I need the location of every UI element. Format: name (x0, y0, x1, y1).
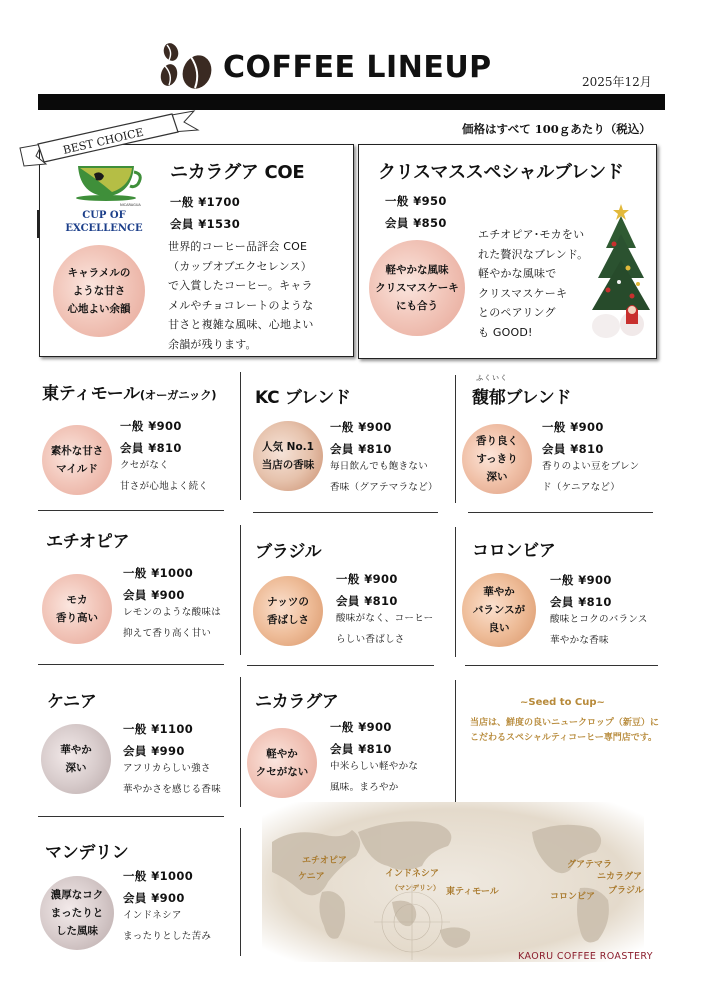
price-general: 一般 ¥900 (336, 572, 398, 586)
product-name: KC ブレンド (255, 388, 351, 408)
page-title: COFFEE LINEUP (223, 50, 492, 85)
product-name: エチオピア (46, 532, 130, 552)
price-member: 会員 ¥810 (336, 594, 398, 608)
price-general: 一般 ¥900 (550, 573, 612, 587)
flavor-badge: 軽やか クセがない (247, 728, 317, 798)
flavor-badge: 華やか 深い (41, 724, 111, 794)
divider (455, 680, 456, 808)
divider (247, 665, 434, 666)
price-member: 会員 ¥1530 (170, 217, 241, 231)
divider (240, 372, 241, 500)
price-member: 会員 ¥900 (123, 588, 185, 602)
price-general: 一般 ¥1100 (123, 722, 194, 736)
price-general: 一般 ¥900 (330, 720, 392, 734)
map-label-indonesia: インドネシア (385, 869, 439, 879)
map-label-brazil: ブラジル (608, 886, 644, 896)
price-member: 会員 ¥850 (385, 216, 447, 230)
christmas-tree-image (586, 198, 656, 348)
featured-description: 世界的コーヒー品評会 COE （カップオブエクセレンス） で入賞したコーヒー。キャラ メルやチョコレートのような 甘さと複雑な風味、心地よい 余韻が残ります。 (168, 240, 314, 351)
divider (37, 210, 39, 238)
product-name: コロンビア (472, 541, 556, 561)
ruby-reading: ふくいく (476, 374, 508, 382)
flavor-badge: モカ 香り高い (42, 574, 112, 644)
product-description: レモンのような酸味は 抑えて香り高く甘い (123, 607, 222, 639)
seed-to-cup-title: ~Seed to Cup~ (520, 697, 605, 708)
product-name: 馥郁ブレンド (472, 388, 572, 408)
flavor-badge: 濃厚なコク まったりと した風味 (40, 876, 114, 950)
divider (455, 527, 456, 657)
price-general: 一般 ¥900 (330, 420, 392, 434)
price-general: 一般 ¥1000 (123, 566, 194, 580)
world-map-image (262, 802, 644, 962)
featured-name: ニカラグア COE (170, 162, 305, 183)
map-label-nicaragua: ニカラグア (597, 872, 643, 882)
flavor-badge: 軽やかな風味 クリスマスケーキ にも合う (369, 240, 465, 336)
flavor-badge: 香り良く すっきり 深い (462, 424, 532, 494)
product-description: 酸味とコクのバランス 華やかな香味 (550, 614, 648, 646)
flavor-badge: 素朴な甘さ マイルド (42, 425, 112, 495)
price-general: 一般 ¥900 (120, 419, 182, 433)
price-member: 会員 ¥810 (120, 441, 182, 455)
coffee-beans-icon (157, 42, 217, 92)
map-label-guatemala: グアテマラ (567, 860, 613, 870)
map-label-east-timor: 東ティモール (446, 887, 499, 897)
divider (240, 677, 241, 807)
map-label-kenya: ケニア (298, 872, 325, 882)
svg-text:NICARAGUA: NICARAGUA (120, 203, 141, 207)
divider (38, 510, 224, 511)
price-member: 会員 ¥810 (542, 442, 604, 456)
divider (38, 816, 224, 817)
product-name: 東ティモール(オーガニック) (42, 384, 217, 404)
svg-text:CUP OF: CUP OF (82, 210, 126, 221)
price-general: 一般 ¥950 (385, 194, 447, 208)
divider (38, 664, 224, 665)
flavor-badge: ナッツの 香ばしさ (253, 576, 323, 646)
price-member: 会員 ¥900 (123, 891, 185, 905)
featured-name: クリスマススペシャルブレンド (378, 162, 624, 183)
product-description: 毎日飲んでも飽きない 香味（グアテマラなど） (330, 461, 438, 493)
product-description: 香りのよい豆をブレン ド（ケニアなど） (542, 461, 640, 493)
product-description: 酸味がなく、コーヒー らしい香ばしさ (336, 613, 434, 645)
price-note: 価格はすべて 100ｇあたり（税込） (462, 122, 651, 136)
divider (468, 512, 653, 513)
product-description: 中米らしい軽やかな 風味。まろやか (330, 761, 419, 793)
flavor-badge: キャラメルの ような甘さ 心地よい余韻 (53, 245, 145, 337)
product-description: アフリカらしい強さ 華やかさを感じる香味 (123, 763, 222, 795)
product-name: ニカラグア (255, 692, 339, 712)
map-label-colombia: コロンビア (550, 892, 596, 902)
product-name: ブラジル (255, 542, 322, 562)
price-general: 一般 ¥1000 (123, 869, 194, 883)
map-label-ethiopia: エチオピア (302, 856, 347, 866)
product-description: クセがなく 甘さが心地よく続く (120, 460, 209, 492)
divider (253, 512, 438, 513)
divider (240, 828, 241, 956)
ribbon-label: BEST CHOICE (61, 125, 145, 157)
seed-to-cup-text: 当店は、鮮度の良いニュークロップ（新豆）に こだわるスペシャルティコーヒー専門店です。 (470, 718, 659, 743)
product-name: ケニア (47, 692, 97, 712)
price-member: 会員 ¥810 (330, 442, 392, 456)
svg-text:EXCELLENCE: EXCELLENCE (65, 223, 143, 234)
price-member: 会員 ¥810 (550, 595, 612, 609)
map-label-mandheling: （マンデリン） (391, 884, 440, 892)
product-name: マンデリン (45, 843, 129, 863)
cup-of-excellence-logo (64, 162, 144, 240)
price-member: 会員 ¥810 (330, 742, 392, 756)
issue-date: 2025年12月 (582, 75, 652, 89)
featured-description: エチオピア･モカをい れた贅沢なブレンド。 軽やかな風味で クリスマスケーキ とのペアリング も GOOD! (478, 228, 589, 339)
price-general: 一般 ¥900 (542, 420, 604, 434)
divider (455, 375, 456, 503)
flavor-badge: 人気 No.1 当店の香味 (253, 421, 323, 491)
brand-name: KAORU COFFEE ROASTERY (518, 951, 653, 962)
price-member: 会員 ¥990 (123, 744, 185, 758)
flavor-badge: 華やか バランスが 良い (462, 573, 536, 647)
divider (240, 525, 241, 655)
product-description: インドネシア まったりとした苦み (123, 910, 212, 942)
price-general: 一般 ¥1700 (170, 195, 241, 209)
divider (465, 665, 658, 666)
